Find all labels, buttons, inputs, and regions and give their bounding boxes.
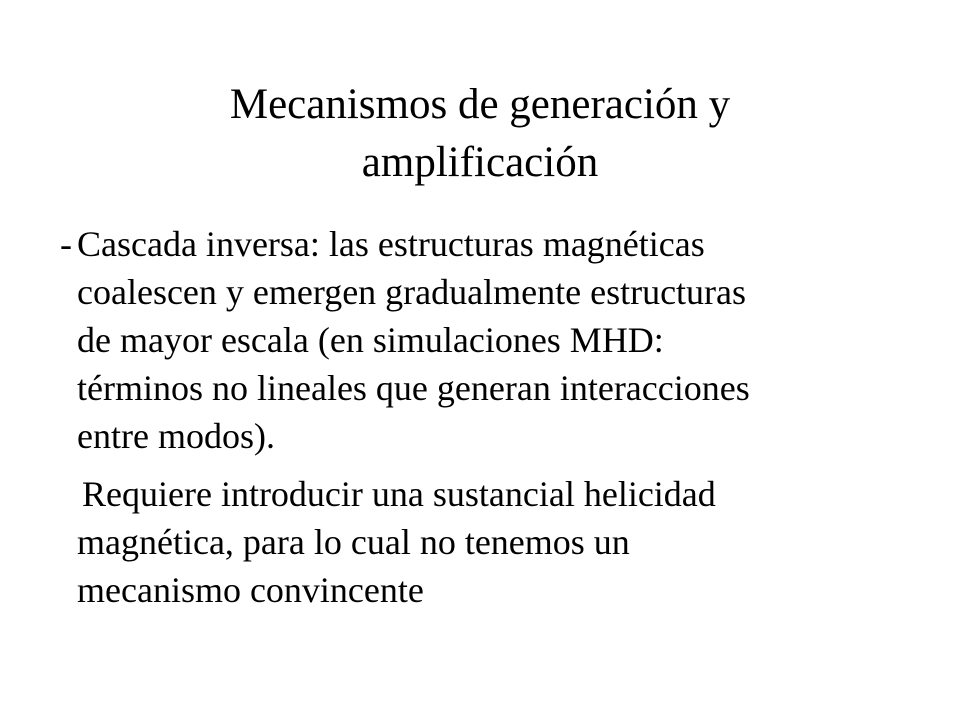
paragraph-line-1: Requiere introducir una sustancial helicidad xyxy=(73,474,716,514)
slide-body xyxy=(60,220,920,614)
bullet-line-5: entre modos). xyxy=(77,416,275,456)
bullet-text xyxy=(77,220,920,460)
slide-title-line-1: Mecanismos de generación y xyxy=(229,81,731,128)
bullet-dash: - xyxy=(60,224,72,264)
paragraph-line-3: mecanismo convincente xyxy=(77,570,424,610)
paragraph-line-2: magnética, para lo cual no tenemos un xyxy=(77,522,630,562)
bullet-line-3: de mayor escala (en simulaciones MHD: xyxy=(77,320,664,360)
slide-title-line-2: amplificación xyxy=(361,139,599,186)
bullet-line-4: términos no lineales que generan interacciones xyxy=(77,368,750,408)
follow-up-paragraph xyxy=(73,470,920,614)
bullet-item xyxy=(60,220,920,460)
bullet-line-1: Cascada inversa: las estructuras magnéticas xyxy=(77,224,705,264)
bullet-line-2: coalescen y emergen gradualmente estructuras xyxy=(77,272,747,312)
slide-title xyxy=(120,76,840,192)
